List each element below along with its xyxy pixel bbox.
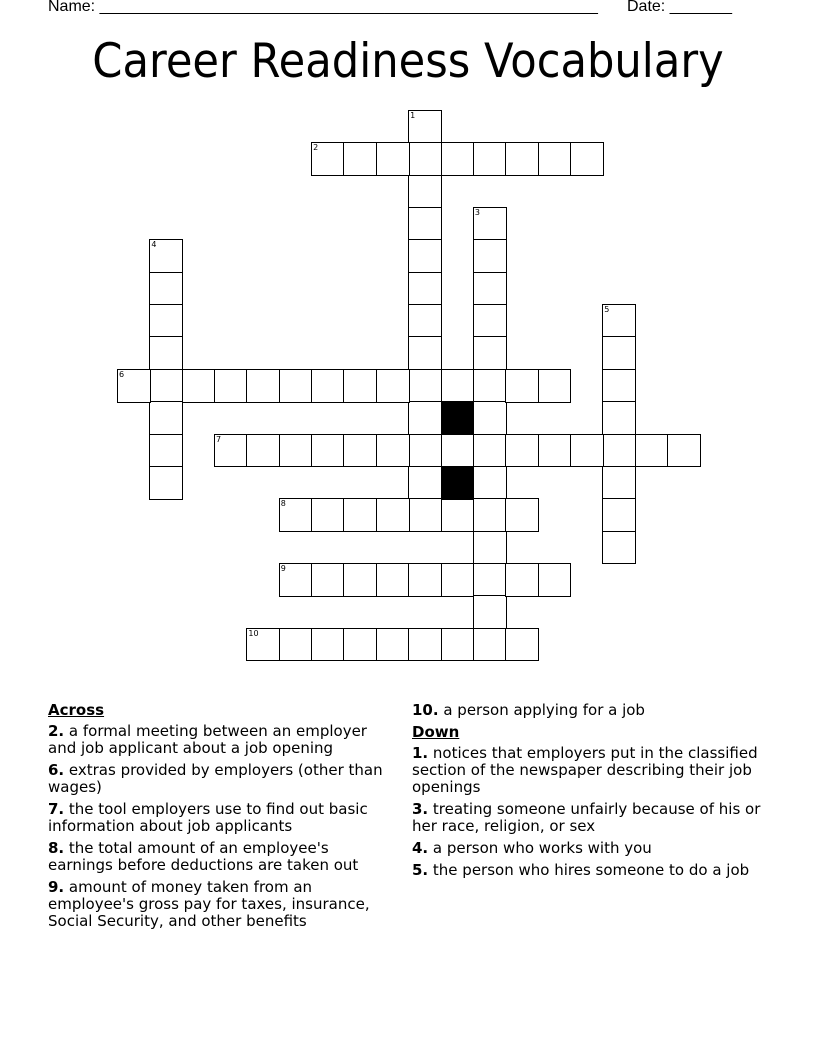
down-clue xyxy=(412,862,762,879)
grid-cell[interactable] xyxy=(408,628,442,662)
grid-cell[interactable] xyxy=(246,434,280,468)
clue-text: extras provided by employers (other than wages) xyxy=(48,761,383,796)
grid-cell[interactable] xyxy=(376,498,410,532)
clue-text: a person applying for a job xyxy=(438,701,645,719)
clue-number: 9. xyxy=(48,878,65,896)
clue-number: 1. xyxy=(412,744,429,762)
grid-cell[interactable] xyxy=(343,369,377,403)
grid-cell[interactable] xyxy=(182,369,216,403)
grid-cell[interactable] xyxy=(279,563,313,597)
grid-cell[interactable] xyxy=(441,142,475,176)
across-clue xyxy=(412,702,762,719)
grid-cell[interactable] xyxy=(602,434,636,468)
grid-cell[interactable] xyxy=(279,434,313,468)
grid-cell[interactable] xyxy=(343,434,377,468)
grid-cell[interactable] xyxy=(343,628,377,662)
grid-cell[interactable] xyxy=(441,563,475,597)
down-clues-column xyxy=(412,702,762,884)
grid-cell[interactable] xyxy=(602,531,636,565)
grid-cell[interactable] xyxy=(505,434,539,468)
down-clue xyxy=(412,745,762,796)
grid-cell[interactable] xyxy=(408,272,442,306)
grid-cell[interactable] xyxy=(246,369,280,403)
down-clue xyxy=(412,840,762,857)
across-clue xyxy=(48,801,398,835)
grid-cell[interactable] xyxy=(602,498,636,532)
grid-cell[interactable] xyxy=(473,207,507,241)
clue-text: a formal meeting between an employer and job applicant about a job opening xyxy=(48,722,367,757)
clue-number: 5. xyxy=(412,861,429,879)
grid-cell[interactable] xyxy=(343,563,377,597)
across-clue xyxy=(48,723,398,757)
grid-cell[interactable] xyxy=(408,142,442,176)
grid-cell[interactable] xyxy=(279,628,313,662)
grid-cell[interactable] xyxy=(473,142,507,176)
cell-number: 9 xyxy=(280,563,286,573)
grid-cell[interactable] xyxy=(505,628,539,662)
grid-cell[interactable] xyxy=(473,628,507,662)
grid-cell[interactable] xyxy=(214,434,248,468)
grid-cell[interactable] xyxy=(408,401,442,435)
page-title: Career Readiness Vocabulary xyxy=(92,34,724,89)
grid-cell[interactable] xyxy=(667,434,701,468)
grid-cell[interactable] xyxy=(408,336,442,370)
grid-cell[interactable] xyxy=(149,336,183,370)
grid-cell[interactable] xyxy=(473,531,507,565)
grid-cell[interactable] xyxy=(408,434,442,468)
grid-cell[interactable] xyxy=(538,369,572,403)
down-heading: Down xyxy=(412,723,460,741)
grid-cell[interactable] xyxy=(279,369,313,403)
cell-number: 3 xyxy=(474,208,480,218)
clue-number: 3. xyxy=(412,800,429,818)
grid-cell[interactable] xyxy=(246,628,280,662)
grid-cell[interactable] xyxy=(149,239,183,273)
grid-cell[interactable] xyxy=(408,239,442,273)
clue-text: the person who hires someone to do a job xyxy=(428,861,750,879)
grid-cell[interactable] xyxy=(473,595,507,629)
grid-cell[interactable] xyxy=(376,369,410,403)
clue-number: 10. xyxy=(412,701,439,719)
grid-cell[interactable] xyxy=(149,369,183,403)
clue-number: 7. xyxy=(48,800,65,818)
date-field[interactable]: Date: _______ xyxy=(627,0,732,15)
grid-cell[interactable] xyxy=(473,304,507,338)
grid-cell[interactable] xyxy=(343,498,377,532)
grid-cell[interactable] xyxy=(408,304,442,338)
cell-number: 1 xyxy=(410,111,416,120)
clue-number: 6. xyxy=(48,761,65,779)
grid-cell[interactable] xyxy=(311,369,345,403)
grid-cell[interactable] xyxy=(602,304,636,338)
grid-cell[interactable] xyxy=(602,466,636,500)
grid-cell[interactable] xyxy=(408,175,442,209)
grid-cell[interactable] xyxy=(408,466,442,500)
cell-number: 8 xyxy=(280,499,286,509)
grid-cell[interactable] xyxy=(408,110,442,144)
grid-cell[interactable] xyxy=(376,434,410,468)
grid-cell[interactable] xyxy=(473,239,507,273)
clue-text: the tool employers use to find out basic information about job applicants xyxy=(48,800,368,835)
grid-cell[interactable] xyxy=(635,434,669,468)
grid-cell[interactable] xyxy=(538,142,572,176)
cell-number: 6 xyxy=(119,369,125,379)
grid-cell[interactable] xyxy=(311,498,345,532)
grid-cell[interactable] xyxy=(279,498,313,532)
grid-cell[interactable] xyxy=(408,369,442,403)
clue-number: 4. xyxy=(412,839,429,857)
grid-cell[interactable] xyxy=(441,369,475,403)
grid-cell[interactable] xyxy=(473,369,507,403)
grid-cell[interactable] xyxy=(149,272,183,306)
grid-cell[interactable] xyxy=(408,498,442,532)
cell-number: 4 xyxy=(151,240,157,250)
grid-cell[interactable] xyxy=(343,142,377,176)
grid-cell[interactable] xyxy=(473,336,507,370)
grid-cell[interactable] xyxy=(149,434,183,468)
grid-cell[interactable] xyxy=(505,369,539,403)
across-clues xyxy=(48,702,398,935)
grid-cell[interactable] xyxy=(408,563,442,597)
across-clue xyxy=(48,879,398,930)
grid-cell[interactable] xyxy=(408,207,442,241)
down-clue xyxy=(412,801,762,835)
clue-number: 8. xyxy=(48,839,65,857)
grid-cell[interactable] xyxy=(214,369,248,403)
clue-text: amount of money taken from an employee's gross pay for taxes, insurance, Social Security, and other benefits xyxy=(48,878,370,930)
grid-cell[interactable] xyxy=(505,563,539,597)
grid-cell[interactable] xyxy=(473,401,507,435)
across-clue xyxy=(48,840,398,874)
grid-cell[interactable] xyxy=(311,563,345,597)
cell-number: 10 xyxy=(248,628,259,638)
grid-cell[interactable] xyxy=(441,498,475,532)
black-cell xyxy=(441,401,475,435)
black-cell xyxy=(441,466,475,500)
name-field[interactable]: Name: ________________________________________________________ xyxy=(48,0,598,15)
clue-text: the total amount of an employee's earnings before deductions are taken out xyxy=(48,839,359,874)
clue-text: a person who works with you xyxy=(428,839,652,857)
clue-text: treating someone unfairly because of his or her race, religion, or sex xyxy=(412,800,761,835)
grid-cell[interactable] xyxy=(570,434,604,468)
grid-cell[interactable] xyxy=(602,336,636,370)
grid-cell[interactable] xyxy=(376,142,410,176)
grid-cell[interactable] xyxy=(311,628,345,662)
grid-cell[interactable] xyxy=(473,466,507,500)
grid-cell[interactable] xyxy=(117,369,151,403)
grid-cell[interactable] xyxy=(149,401,183,435)
grid-cell[interactable] xyxy=(473,434,507,468)
grid-cell[interactable] xyxy=(505,142,539,176)
grid-cell[interactable] xyxy=(311,142,345,176)
clue-number: 2. xyxy=(48,722,65,740)
grid-cell[interactable] xyxy=(149,304,183,338)
grid-cell[interactable] xyxy=(538,563,572,597)
grid-cell[interactable] xyxy=(376,628,410,662)
grid-cell[interactable] xyxy=(376,563,410,597)
grid-cell[interactable] xyxy=(570,142,604,176)
grid-cell[interactable] xyxy=(149,466,183,500)
grid-cell[interactable] xyxy=(441,434,475,468)
grid-cell[interactable] xyxy=(473,272,507,306)
cell-number: 5 xyxy=(604,305,610,315)
across-clue xyxy=(48,762,398,796)
grid-cell[interactable] xyxy=(505,498,539,532)
across-heading: Across xyxy=(48,701,105,719)
cell-number: 2 xyxy=(313,143,319,153)
grid-cell[interactable] xyxy=(473,498,507,532)
grid-cell[interactable] xyxy=(473,563,507,597)
grid-cell[interactable] xyxy=(602,369,636,403)
clue-text: notices that employers put in the classified section of the newspaper describing their job openings xyxy=(412,744,758,796)
cell-number: 7 xyxy=(216,434,222,444)
grid-cell[interactable] xyxy=(602,401,636,435)
grid-cell[interactable] xyxy=(538,434,572,468)
grid-cell[interactable] xyxy=(311,434,345,468)
grid-cell[interactable] xyxy=(441,628,475,662)
